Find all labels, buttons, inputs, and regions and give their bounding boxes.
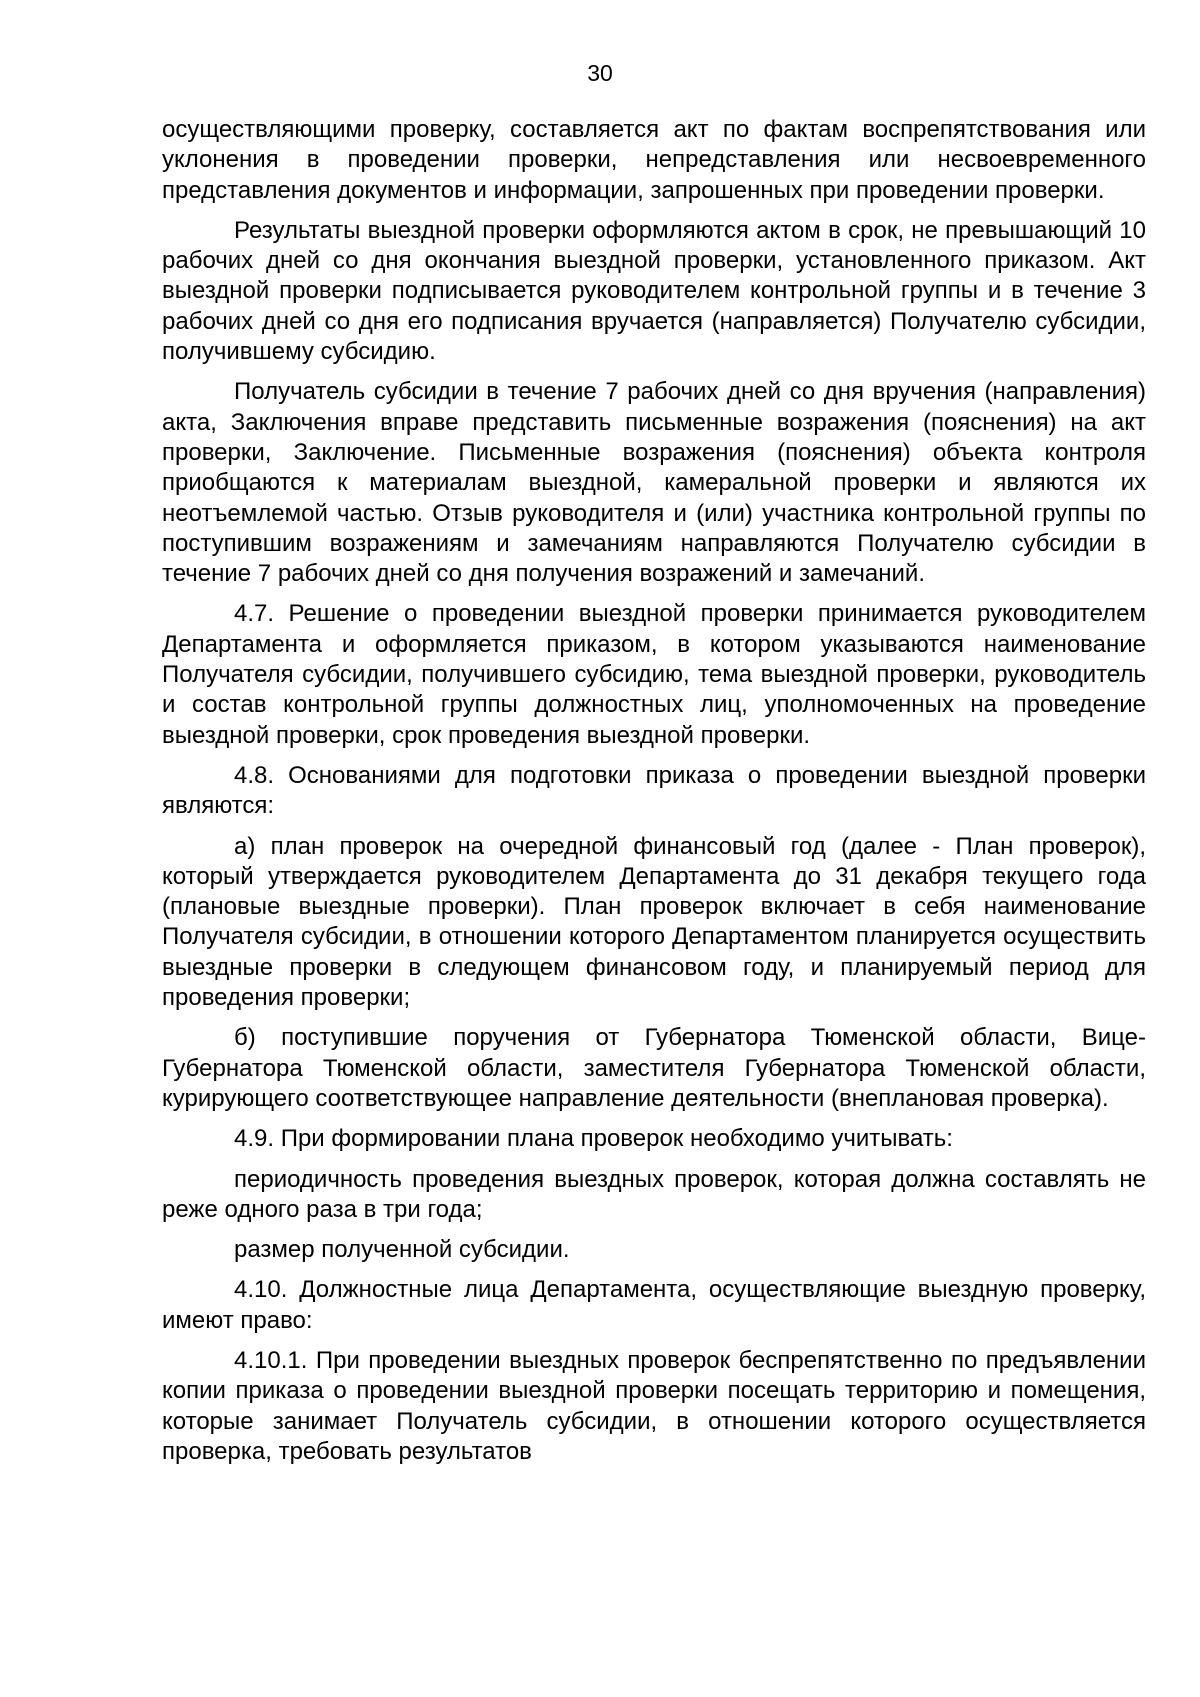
paragraph: Получатель субсидии в течение 7 рабочих дней со дня вручения (направления) акта, Заключения вправе представить письменные возражения (пояснения) на акт проверки, Заключение. Письменные возражения (пояснения) объекта контроля приобщаются к материалам выездной, камеральной проверки и являются их неотъемлемой частью. Отзыв руководителя и (или) участника контрольной группы по поступившим возражениям и замечаниям направляются Получателю субсидии в течение 7 рабочих дней со дня получения возражений и замечаний. bbox=[162, 378, 1146, 588]
paragraph: Результаты выездной проверки оформляются актом в срок, не превышающий 10 рабочих дней со дня окончания выездной проверки, установленного приказом. Акт выездной проверки подписывается руководителем контрольной группы и в течение 3 рабочих дней со дня его подписания вручается (направляется) Получателю субсидии, получившему субсидию. bbox=[162, 216, 1146, 366]
paragraph: осуществляющими проверку, составляется акт по фактам воспрепятствования или уклонения в проведении проверки, непредставления или несвоевременного представления документов и информации, запрошенных при проведении проверки. bbox=[162, 116, 1146, 204]
paragraph-section-4-7: 4.7. Решение о проведении выездной проверки принимается руководителем Департамента и оформляется приказом, в котором указываются наименование Получателя субсидии, получившего субсидию, тема выездной проверки, руководитель и состав контрольной группы должностных лиц, уполномоченных на проведение выездной проверки, срок проведения выездной проверки. bbox=[162, 600, 1146, 749]
paragraph-section-4-8: 4.8. Основаниями для подготовки приказа о проведении выездной проверки являются: bbox=[162, 761, 1146, 820]
paragraph-section-4-9: 4.9. При формировании плана проверок необходимо учитывать: bbox=[234, 1125, 953, 1153]
paragraph-item-b: б) поступившие поручения от Губернатора Тюменской области, Вице-Губернатора Тюменской области, заместителя Губернатора Тюменской области, курирующего соответствующее направление деятельности (внеплановая проверка). bbox=[162, 1024, 1146, 1112]
page-number: 30 bbox=[587, 60, 613, 86]
paragraph-section-4-10-1: 4.10.1. При проведении выездных проверок беспрепятственно по предъявлении копии приказа о проведении выездной проверки посещать территорию и помещения, которые занимает Получатель субсидии, в отношении которого осуществляется проверка, требовать результатов bbox=[162, 1346, 1146, 1465]
paragraph-section-4-10: 4.10. Должностные лица Департамента, осуществляющие выездную проверку, имеют право: bbox=[162, 1276, 1146, 1334]
paragraph-item-a: а) план проверок на очередной финансовый год (далее - План проверок), который утверждается руководителем Департамента до 31 декабря текущего года (плановые выездные проверки). План проверок включает в себя наименование Получателя субсидии, в отношении которого Департаментом планируется осуществить выездные проверки в следующем финансовом году, и планируемый период для проведения проверки; bbox=[162, 832, 1146, 1012]
paragraph: размер полученной субсидии. bbox=[234, 1236, 570, 1264]
paragraph: периодичность проведения выездных проверок, которая должна составлять не реже одного раза в три года; bbox=[162, 1165, 1146, 1223]
document-body bbox=[162, 115, 1146, 1477]
